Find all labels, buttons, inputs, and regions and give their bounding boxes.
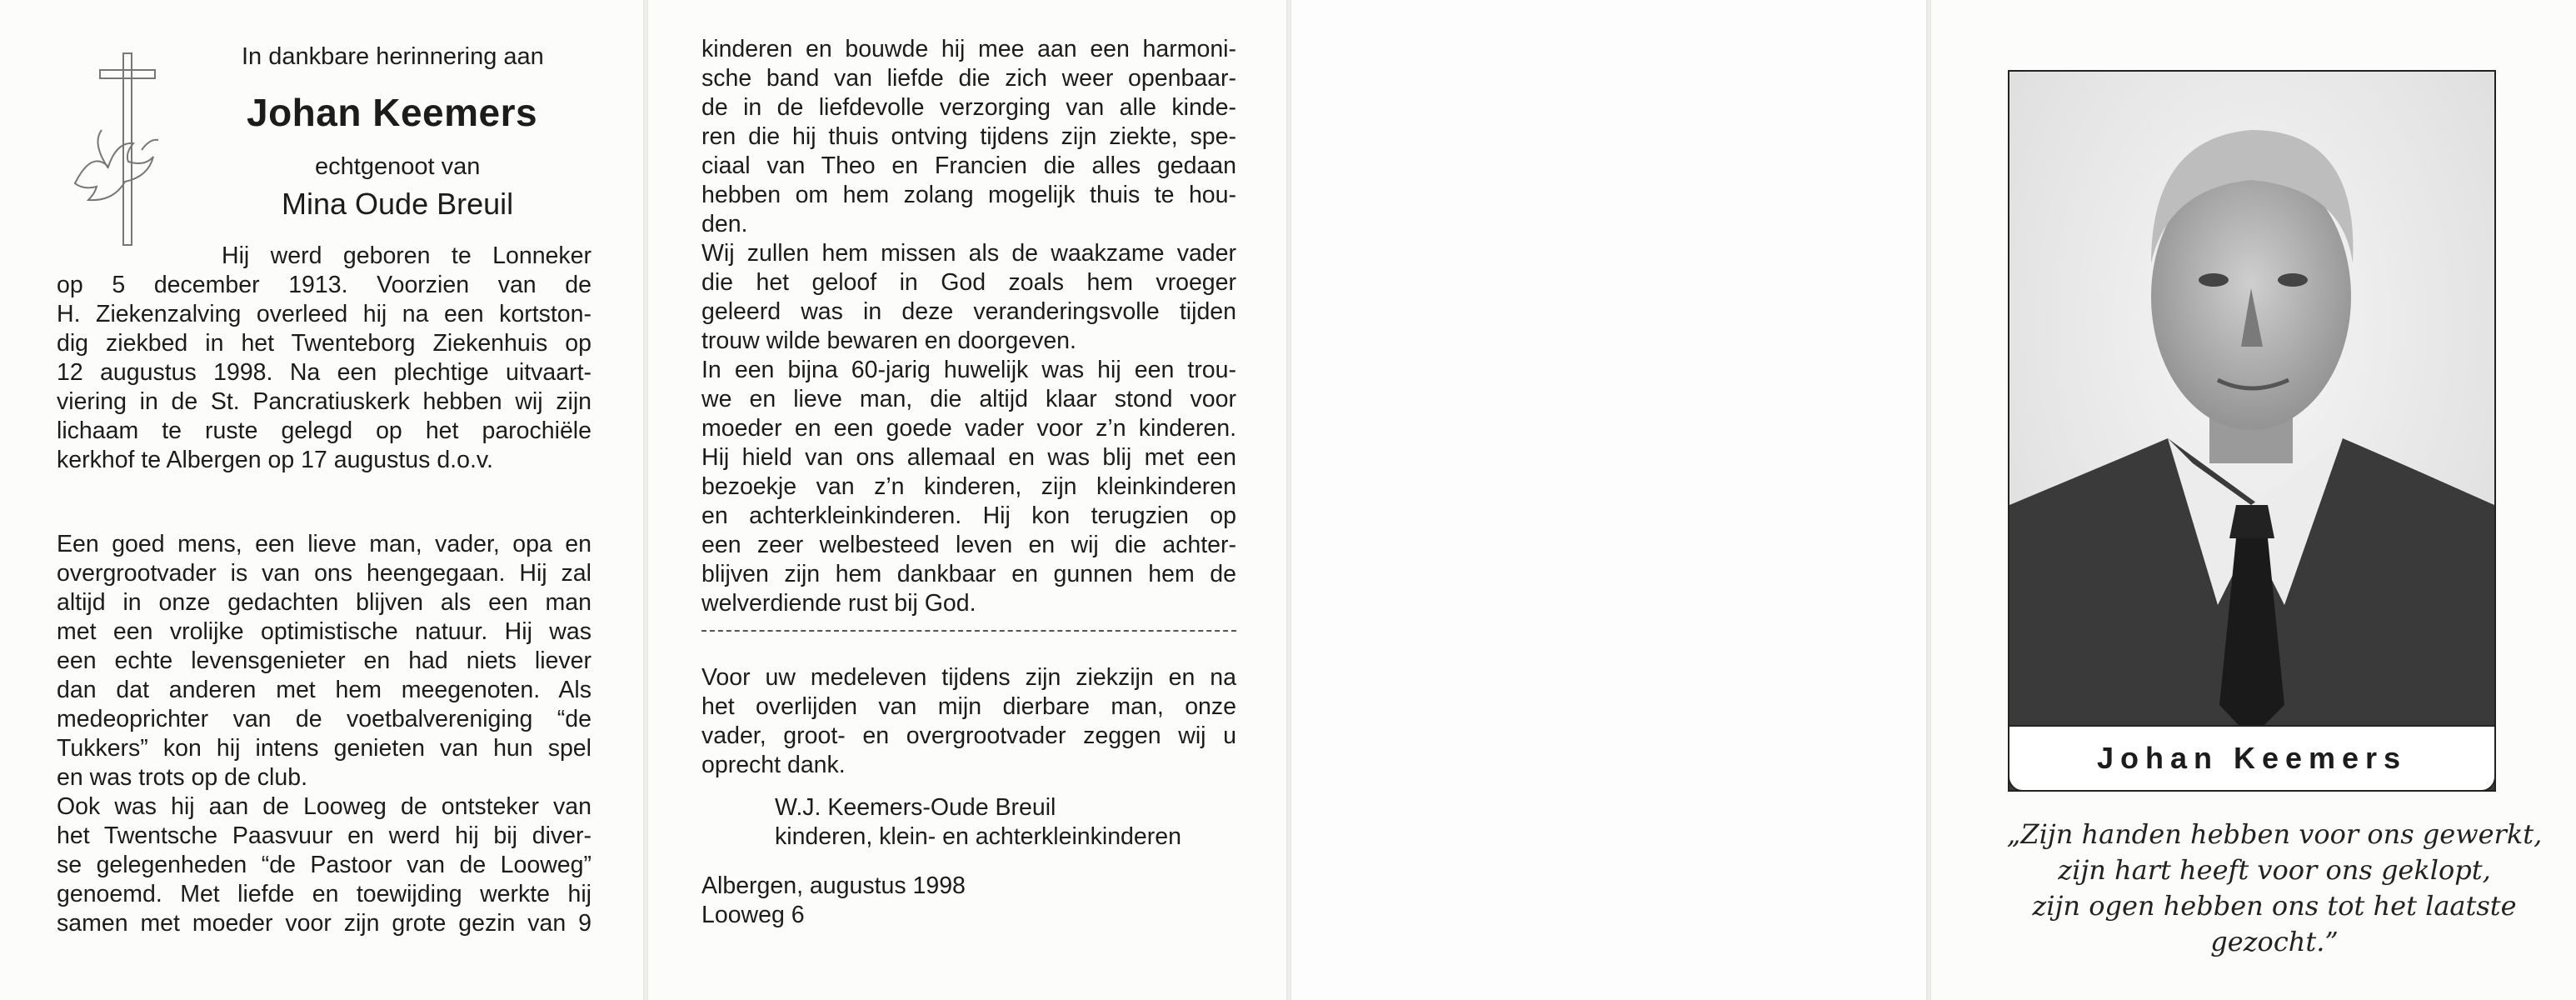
continuation-line: bezoekje van z’n kinderen, zijn kleinkinderen — [701, 473, 1236, 500]
tribute-paragraph — [57, 530, 592, 938]
thanks-line: Voor uw medeleven tijdens zijn ziekzijn en na — [701, 664, 1236, 691]
address: Looweg 6 — [701, 902, 805, 928]
tribute-line: genoemd. Met liefde en toewijding werkte hij — [57, 881, 592, 908]
tribute-line: se gelegenheden “de Pastoor van de Looweg” — [57, 852, 592, 878]
photo-caption: Johan Keemers — [2008, 725, 2496, 792]
continuation-line: we en lieve man, die altijd klaar stond voor — [701, 386, 1236, 412]
tribute-line: altijd in onze gedachten blijven als een man — [57, 589, 592, 616]
quote-line: „Zijn handen hebben voor ons gewerkt, — [2006, 818, 2543, 850]
signature-family: kinderen, klein- en achterkleinkinderen — [775, 823, 1181, 850]
place-date: Albergen, augustus 1998 — [701, 872, 966, 899]
continuation-line: kinderen en bouwde hij mee aan een harmoni- — [701, 36, 1236, 62]
tribute-line: medeoprichter van de voetbalvereniging “de — [57, 706, 592, 732]
continuation-line: trouw wilde bewaren en doorgeven. — [701, 328, 1076, 354]
tribute-line: dan dat anderen met hem meegenoten. Als — [57, 677, 592, 703]
tribute-line: Ook was hij aan de Looweg de ontsteker van — [57, 793, 592, 820]
quote-line: zijn hart heeft voor ons geklopt, — [2058, 854, 2491, 886]
card-panel-blank — [1291, 0, 1926, 1000]
bio-line: 12 augustus 1998. Na een plechtige uitvaart- — [57, 359, 592, 386]
tribute-line: overgrootvader is van ons heengegaan. Hij zal — [57, 560, 592, 587]
tribute-line: en was trots op de club. — [57, 764, 308, 791]
tribute-line: Tukkers” kon hij intens genieten van hun spel — [57, 735, 592, 762]
continuation-line: en achterkleinkinderen. Hij kon terugzien op — [701, 502, 1236, 529]
continuation-line: In een bijna 60-jarig huwelijk was hij een trou- — [701, 357, 1236, 383]
bio-line: Hij werd geboren te Lonneker — [222, 242, 592, 269]
quote-line: zijn ogen hebben ons tot het laatste gezocht.” — [2032, 890, 2517, 958]
continuation-line: sche band van liefde die zich weer openbaar- — [701, 65, 1236, 92]
tribute-line: een echte levensgenieter en had niets liever — [57, 648, 592, 674]
card-panel-left — [0, 0, 643, 1000]
continuation-line: de in de liefdevolle verzorging van alle kinde- — [701, 94, 1236, 121]
spouse-name: Mina Oude Breuil — [282, 187, 514, 221]
bio-line: H. Ziekenzalving overleed hij na een kortston- — [57, 301, 592, 328]
bio-line: op 5 december 1913. Voorzien van de — [57, 272, 592, 298]
thanks-line: vader, groot- en overgrootvader zeggen wij u — [701, 722, 1236, 749]
tribute-line: samen met moeder voor zijn grote gezin van 9 — [57, 910, 592, 937]
signature-name: W.J. Keemers-Oude Breuil — [775, 794, 1056, 821]
bio-line: kerkhof te Albergen op 17 augustus d.o.v. — [57, 447, 493, 473]
tribute-line: Een goed mens, een lieve man, vader, opa en — [57, 531, 592, 558]
dashed-divider — [701, 630, 1236, 632]
continuation-line: Wij zullen hem missen als de waakzame vader — [701, 240, 1236, 267]
continuation-paragraph — [701, 35, 1236, 618]
continuation-line: Hij hield van ons allemaal en was blij met een — [701, 444, 1236, 471]
bio-line: dig ziekbed in het Twenteborg Ziekenhuis op — [57, 330, 592, 357]
portrait-photo — [2008, 70, 2496, 792]
spouse-label: echtgenoot van — [315, 153, 481, 180]
thanks-line: het overlijden van mijn dierbare man, onze — [701, 693, 1236, 720]
continuation-line: geleerd was in deze veranderingsvolle tijden — [701, 298, 1236, 325]
bio-line: lichaam te ruste gelegd op het parochiële — [57, 418, 592, 444]
continuation-line: die het geloof in God zoals hem vroeger — [701, 269, 1236, 296]
thanks-paragraph — [701, 663, 1236, 780]
intro-text: In dankbare herinnering aan — [242, 43, 544, 70]
bio-line: viering in de St. Pancratiuskerk hebben wij zijn — [57, 388, 592, 415]
continuation-line: moeder en een goede vader voor z’n kinderen. — [701, 415, 1236, 442]
continuation-line: blijven zijn hem dankbaar en gunnen hem de — [701, 561, 1236, 588]
tribute-line: het Twentsche Paasvuur en werd hij bij diver- — [57, 822, 592, 849]
continuation-line: een zeer welbesteed leven en wij die achter- — [701, 532, 1236, 558]
thanks-line: oprecht dank. — [701, 752, 846, 778]
memorial-quote — [1983, 817, 2566, 960]
continuation-line: ciaal van Theo en Francien die alles gedaan — [701, 152, 1236, 179]
continuation-line: welverdiende rust bij God. — [701, 590, 976, 617]
continuation-line: ren die hij thuis ontving tijdens zijn ziekte, spe- — [701, 123, 1236, 150]
tribute-line: met een vrolijke optimistische natuur. Hij was — [57, 618, 592, 645]
continuation-line: hebben om hem zolang mogelijk thuis te hou- — [701, 182, 1236, 208]
cross-dove-icon — [50, 50, 183, 250]
deceased-name: Johan Keemers — [247, 91, 538, 134]
portrait-illustration — [2009, 72, 2494, 790]
continuation-line: den. — [701, 211, 748, 238]
biography-paragraph — [57, 242, 592, 475]
